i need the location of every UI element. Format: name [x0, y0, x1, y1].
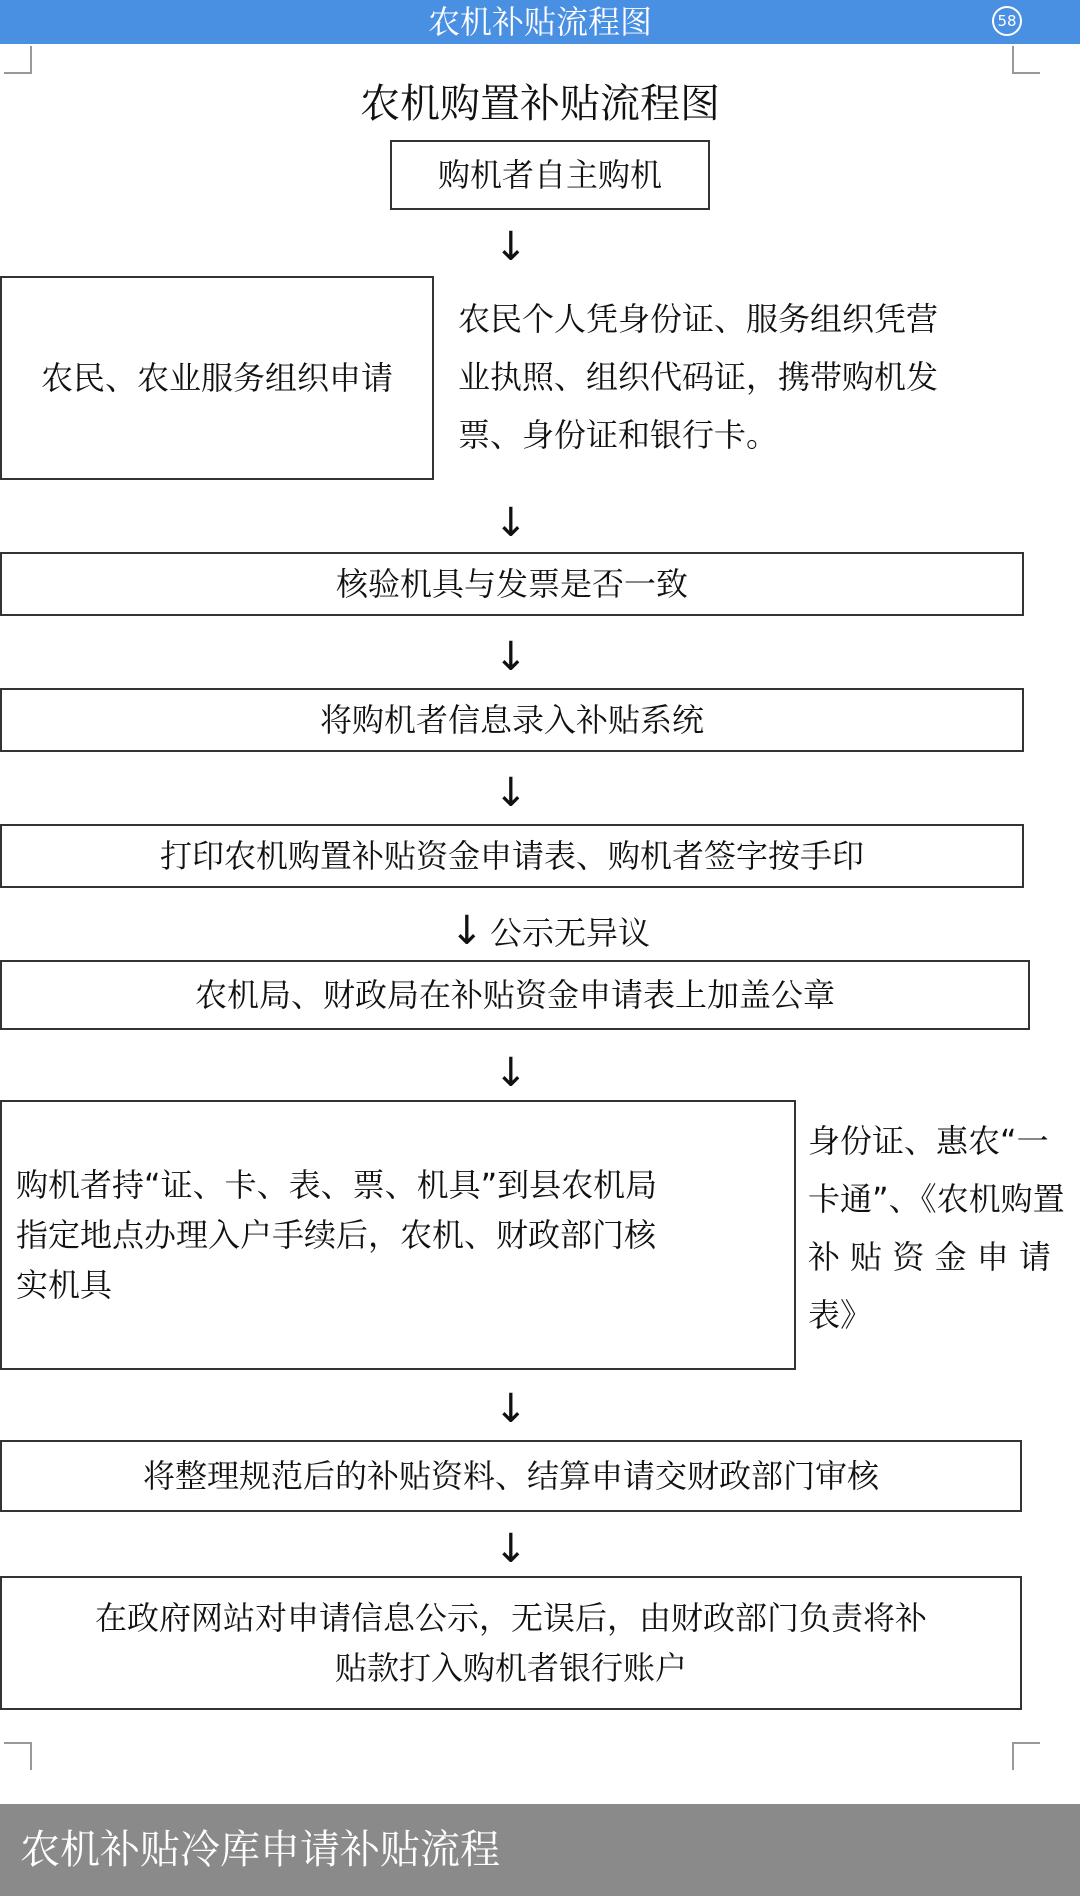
arrow-down-icon: ↓ — [494, 1050, 528, 1096]
crop-mark-top-right — [1012, 46, 1040, 74]
arrow-down-icon: ↓ — [450, 908, 484, 954]
step-verify-invoice — [0, 552, 1024, 616]
arrow-down-icon: ↓ — [494, 1526, 528, 1572]
note-line: 农民个人凭身份证、服务组织凭营 — [458, 300, 939, 338]
step-enter-system-text: 将购机者信息录入补贴系统 — [319, 701, 704, 739]
note-line: 票、身份证和银行卡。 — [458, 416, 779, 454]
step-buy-machine — [390, 140, 710, 210]
header-title: 农机补贴流程图 — [427, 3, 652, 41]
text-line: 指定地点办理入户手续后，农机、财政部门核 — [16, 1216, 657, 1254]
note-line: 身份证、惠农“一 — [808, 1122, 1049, 1160]
step-enter-system — [0, 688, 1024, 752]
note-line: 表》 — [808, 1296, 873, 1334]
text-line: 购机者持“证、卡、表、票、机具”到县农机局 — [16, 1166, 658, 1204]
arrow-down-icon: ↓ — [494, 634, 528, 680]
step-stamp — [0, 960, 1030, 1030]
step-print-form-text: 打印农机购置补贴资金申请表、购机者签字按手印 — [159, 837, 864, 875]
page-number-badge: 58 — [992, 6, 1022, 36]
note-line: 补 贴 资 金 申 请 — [808, 1238, 1051, 1276]
crop-mark-bottom-left — [4, 1742, 32, 1770]
step-buy-machine-text: 购机者自主购机 — [437, 156, 662, 194]
step-register-note — [808, 1112, 1080, 1344]
step-register — [0, 1100, 796, 1370]
footer-caption: 农机补贴冷库申请补贴流程 — [0, 1804, 1080, 1896]
header-bar — [0, 0, 1080, 44]
step-stamp-text: 农机局、财政局在补贴资金申请表上加盖公章 — [194, 976, 835, 1014]
arrow-down-icon: ↓ — [494, 500, 528, 546]
text-line: 贴款打入购机者银行账户 — [334, 1649, 687, 1687]
crop-mark-bottom-right — [1012, 1742, 1040, 1770]
step-print-form — [0, 824, 1024, 888]
arrow-label: 公示无异议 — [490, 914, 651, 952]
arrow-down-icon: ↓ — [494, 770, 528, 816]
step-submit-finance-text: 将整理规范后的补贴资料、结算申请交财政部门审核 — [142, 1457, 879, 1495]
step-payment-text — [95, 1593, 927, 1693]
arrow-down-icon: ↓ — [494, 224, 528, 270]
step-submit-finance — [0, 1440, 1022, 1512]
flowchart-title: 农机购置补贴流程图 — [360, 81, 720, 127]
step-apply-note — [458, 290, 938, 464]
step-payment — [0, 1576, 1022, 1710]
crop-mark-top-left — [4, 46, 32, 74]
step-apply-text: 农民、农业服务组织申请 — [40, 359, 393, 397]
step-register-text — [16, 1160, 657, 1310]
step-apply — [0, 276, 434, 480]
arrow-down-icon: ↓ — [494, 1386, 528, 1432]
text-line: 实机具 — [16, 1266, 113, 1304]
note-line: 卡通”、《农机购置 — [808, 1180, 1065, 1218]
text-line: 在政府网站对申请信息公示，无误后，由财政部门负责将补 — [94, 1599, 927, 1637]
step-verify-invoice-text: 核验机具与发票是否一致 — [335, 565, 688, 603]
note-line: 业执照、组织代码证，携带购机发 — [458, 358, 939, 396]
